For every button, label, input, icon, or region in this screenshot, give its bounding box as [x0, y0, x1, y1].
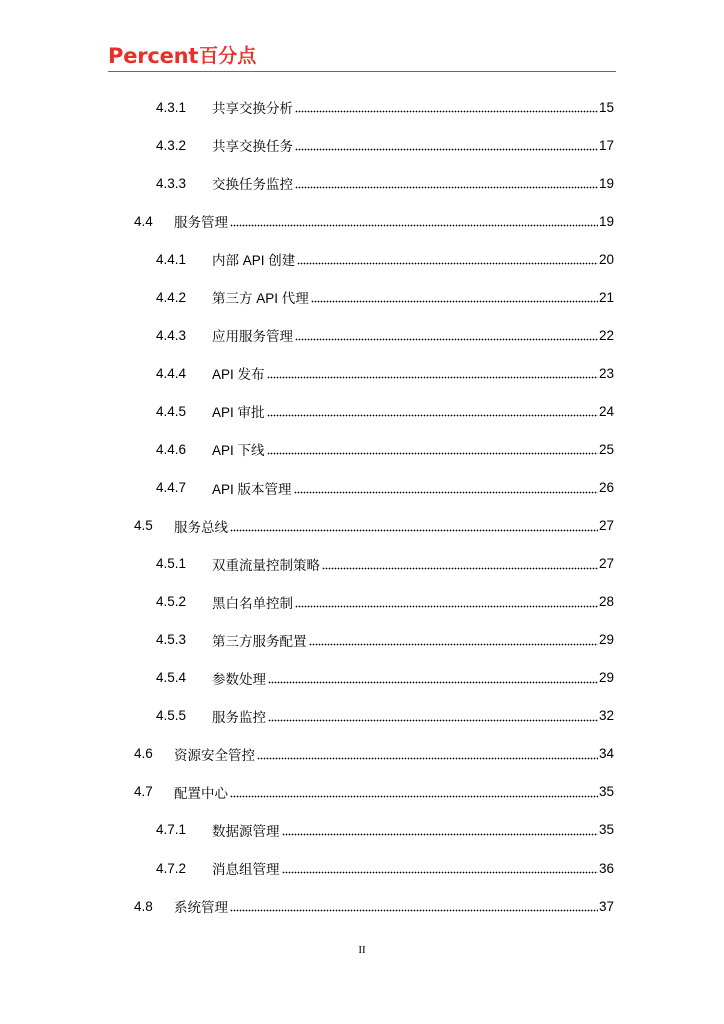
toc-entry-page: 22: [598, 327, 614, 343]
toc-entry-title: 内部 API 创建: [212, 253, 296, 269]
toc-dot-leader: [230, 516, 598, 536]
toc-entry-number: 4.4.1: [156, 251, 187, 267]
toc-entry[interactable]: [134, 744, 614, 764]
toc-dot-leader: [309, 630, 598, 650]
toc-entry[interactable]: [156, 592, 614, 612]
toc-entry[interactable]: [134, 896, 614, 916]
toc-entry-title: 应用服务管理: [212, 329, 293, 345]
toc-entry-number: 4.4.5: [156, 403, 187, 419]
toc-entry-title: 消息组管理: [212, 862, 280, 877]
toc-entry-title: 资源安全管控: [174, 747, 255, 763]
toc-entry-number: 4.4.3: [156, 327, 187, 343]
toc-entry-page: 34: [598, 746, 614, 762]
toc-entry-page: 27: [598, 556, 614, 572]
toc-entry-title: API 下线: [212, 443, 265, 459]
toc-entry-number: 4.3.1: [156, 99, 187, 115]
toc-entry-page: 36: [598, 860, 614, 876]
toc-entry-title: API 版本管理: [212, 481, 292, 497]
toc-entry-page: 24: [598, 403, 614, 419]
toc-dot-leader: [267, 363, 598, 383]
toc-entry-title: API 审批: [212, 405, 265, 421]
toc-entry-page: 27: [598, 518, 614, 534]
toc-entry[interactable]: [156, 439, 614, 459]
toc-dot-leader: [295, 592, 598, 612]
toc-entry-number: 4.7: [134, 784, 153, 800]
toc-entry-page: 19: [598, 175, 614, 191]
toc-entry[interactable]: [156, 820, 614, 840]
toc-entry-title: 参数处理: [212, 671, 266, 687]
toc-dot-leader: [267, 401, 598, 421]
toc-entry-page: 35: [598, 784, 614, 800]
toc-dot-leader: [295, 173, 598, 193]
toc-entry-page: 32: [598, 708, 614, 724]
toc-entry-number: 4.5: [134, 518, 153, 534]
toc-entry-title: 配置中心: [174, 785, 228, 801]
toc-entry-title: 数据源管理: [212, 823, 280, 839]
toc-entry[interactable]: [156, 249, 614, 269]
toc-entry-title: 交换任务监控: [212, 177, 293, 193]
toc-entry[interactable]: [156, 706, 614, 726]
toc-dot-leader: [295, 325, 598, 345]
toc-entry[interactable]: [156, 630, 614, 650]
toc-dot-leader: [311, 287, 598, 307]
toc-entry[interactable]: [156, 401, 614, 421]
toc-entry-number: 4.4.2: [156, 289, 187, 305]
toc-entry-title: 黑白名单控制: [212, 595, 293, 611]
toc-dot-leader: [268, 668, 598, 688]
toc-entry-number: 4.3.3: [156, 175, 187, 191]
toc-dot-leader: [282, 820, 598, 840]
toc-entry-number: 4.5.1: [156, 556, 187, 572]
toc-entry-page: 19: [598, 213, 614, 229]
toc-entry-number: 4.5.5: [156, 708, 187, 724]
toc-entry-page: 15: [598, 99, 614, 115]
toc-dot-leader: [322, 554, 598, 574]
toc-dot-leader: [295, 97, 598, 117]
toc-entry-page: 37: [598, 898, 614, 914]
toc-entry[interactable]: [156, 325, 614, 345]
toc-entry-title: 双重流量控制策略: [212, 557, 320, 573]
page-number: II: [358, 944, 366, 956]
toc-entry[interactable]: [156, 97, 614, 117]
toc-entry[interactable]: [156, 135, 614, 155]
toc-entry-title: 共享交换分析: [212, 101, 293, 116]
toc-dot-leader: [294, 478, 598, 498]
toc-entry[interactable]: [156, 173, 614, 193]
toc-entry[interactable]: [134, 782, 614, 802]
toc-entry-number: 4.8: [134, 898, 153, 914]
toc-entry[interactable]: [156, 287, 614, 307]
toc-dot-leader: [230, 211, 598, 231]
toc-entry-title: 第三方服务配置: [212, 633, 307, 649]
toc-dot-leader: [230, 782, 598, 802]
toc-dot-leader: [268, 706, 598, 726]
toc-entry-number: 4.5.4: [156, 670, 187, 686]
toc-dot-leader: [297, 249, 598, 269]
toc-dot-leader: [257, 744, 598, 764]
toc-entry-number: 4.4.4: [156, 365, 187, 381]
toc-entry-page: 26: [598, 480, 614, 495]
toc-dot-leader: [282, 858, 598, 878]
toc-entry-page: 29: [598, 632, 614, 648]
toc-entry-title: 第三方 API 代理: [212, 291, 309, 307]
logo-en: Percent: [108, 44, 199, 68]
toc-dot-leader: [230, 896, 598, 916]
toc-entry-page: 28: [598, 594, 614, 610]
toc-entry-page: 17: [598, 137, 614, 153]
toc-entry-number: 4.5.3: [156, 632, 187, 648]
toc-entry[interactable]: [156, 554, 614, 574]
toc-entry-number: 4.5.2: [156, 594, 187, 610]
toc-entry-number: 4.4.7: [156, 480, 187, 495]
toc-entry[interactable]: [156, 363, 614, 383]
toc-entry-page: 35: [598, 822, 614, 838]
toc-entry-page: 29: [598, 670, 614, 686]
toc-entry-page: 25: [598, 441, 614, 457]
toc-entry[interactable]: [134, 516, 614, 536]
toc-entry-title: 服务监控: [212, 709, 266, 725]
logo-cn: 百分点: [199, 45, 257, 67]
toc-entry-title: 服务总线: [174, 519, 228, 535]
toc-entry-page: 23: [598, 365, 614, 381]
toc-entry-number: 4.4: [134, 213, 153, 229]
toc-entry[interactable]: [156, 478, 614, 498]
toc-entry[interactable]: [156, 668, 614, 688]
toc-entry-page: 20: [598, 251, 614, 267]
toc-entry-number: 4.4.6: [156, 441, 187, 457]
toc-entry-title: 系统管理: [174, 900, 228, 916]
toc-dot-leader: [267, 439, 598, 459]
toc-entry-number: 4.7.1: [156, 822, 187, 838]
toc-entry-number: 4.3.2: [156, 137, 187, 153]
toc-entry-title: API 发布: [212, 367, 265, 383]
toc-entry-number: 4.7.2: [156, 860, 187, 876]
toc-entry-page: 21: [598, 289, 614, 305]
toc-entry[interactable]: [134, 211, 614, 231]
toc-dot-leader: [295, 135, 598, 155]
toc-entry-title: 服务管理: [174, 215, 228, 231]
toc-entry-number: 4.6: [134, 746, 153, 762]
toc-entry[interactable]: [156, 858, 614, 878]
toc-entry-title: 共享交换任务: [212, 139, 293, 155]
